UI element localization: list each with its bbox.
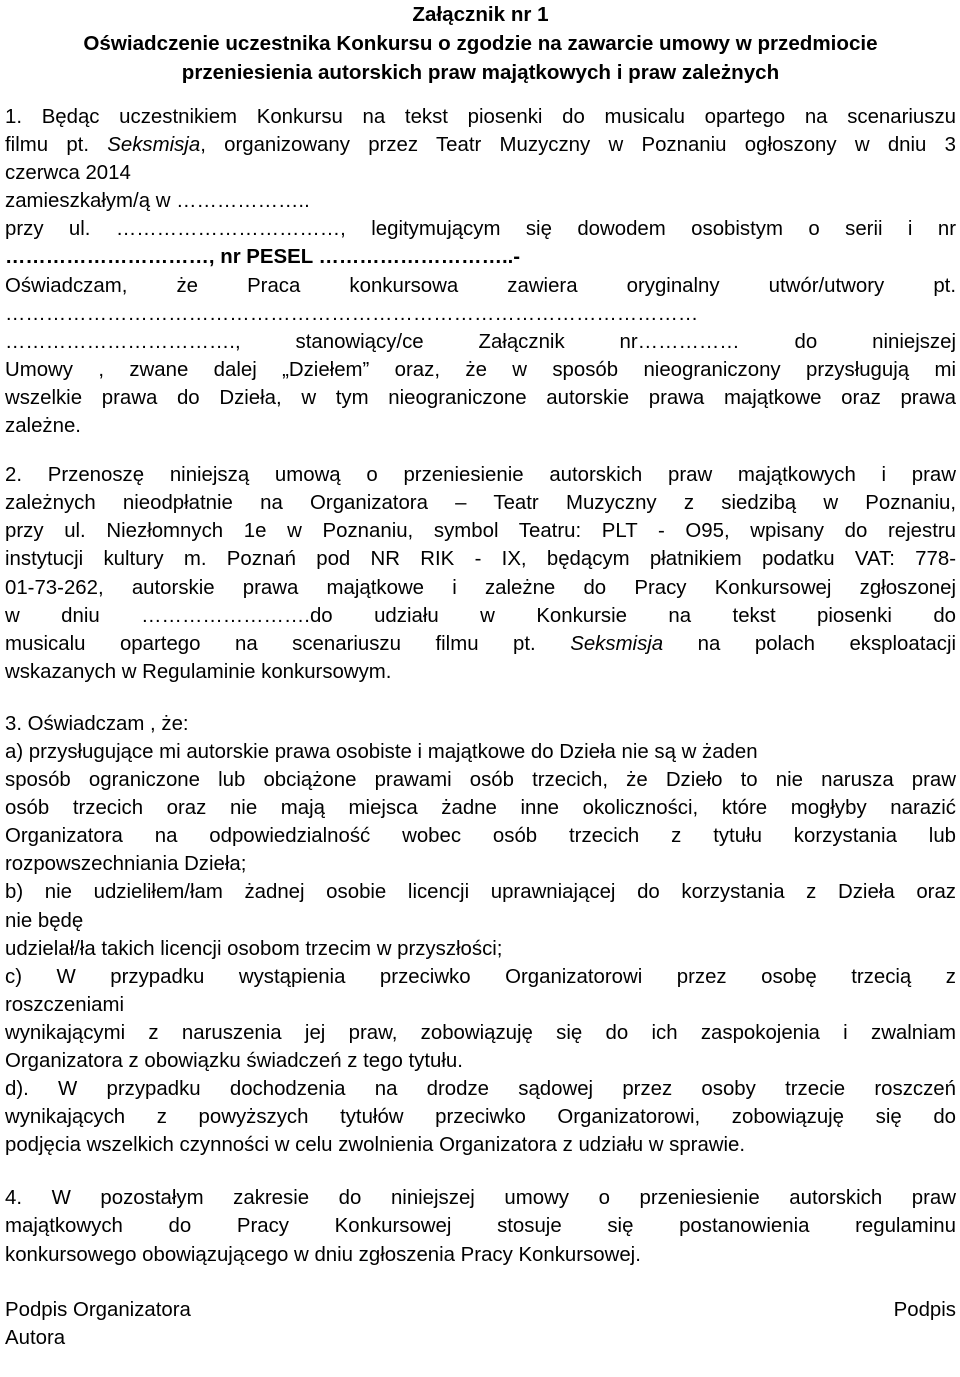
section-1-line [5, 131, 956, 159]
organizer-signature-label: Podpis Organizatora [5, 1298, 191, 1321]
section-2-line: wskazanych w Regulaminie konkursowym. [5, 660, 392, 683]
section-3-line: c) W przypadku wystąpienia przeciwko Organizatorowi przez osobę trzecią z [5, 965, 956, 988]
text-fragment: , organizowany przez Teatr Muzyczny w Poznaniu ogłoszony w dniu 3 [200, 134, 956, 157]
section-2-line [5, 630, 956, 658]
section-2-line: 2. Przenoszę niniejszą umową o przeniesienie autorskich praw majątkowych i praw [5, 464, 956, 487]
section-2-line: w dniu …………………….do udziału w Konkursie na tekst piosenki do [5, 604, 956, 627]
section-2-line: instytucji kultury m. Poznań pod NR RIK - IX, będącym płatnikiem podatku VAT: 778- [5, 548, 956, 571]
section-3-line: a) przysługujące mi autorskie prawa osobiste i majątkowe do Dzieła nie są w żaden [5, 740, 758, 763]
section-1-line: czerwca 2014 [5, 162, 131, 185]
section-4-line: konkursowego obowiązującego w dniu zgłoszenia Pracy Konkursowej. [5, 1243, 641, 1266]
section-1-line [5, 356, 956, 384]
section-3-line: Organizatora na odpowiedzialność wobec osób trzecich z tytułu korzystania lub [5, 825, 956, 848]
section-1-line: 1. Będąc uczestnikiem Konkursu na tekst piosenki do musicalu opartego na scenariuszu [5, 106, 956, 128]
section-2-line: przy ul. Niezłomnych 1e w Poznaniu, symbol Teatru: PLT - O95, wpisany do rejestru [5, 520, 956, 543]
declaration-title-line-2: przeniesienia autorskich praw majątkowych i praw zależnych [181, 61, 780, 84]
section-3-line: osób trzecich oraz nie mają miejsca żadne inne okoliczności, które mogłyby narazić [5, 797, 956, 820]
residence-field: zamieszkałym/ą w ……………….. [5, 190, 310, 213]
section-3-line: roszczeniami [5, 993, 124, 1016]
section-1-line: wszelkie prawa do Dzieła, w tym nieograniczone autorskie prawa majątkowe oraz prawa [5, 386, 956, 409]
section-3-line: wynikającymi z naruszenia jej praw, zobowiązuję się do ich zaspokojenia i zwalniam [5, 1021, 956, 1044]
attachment-number-field: ……………………………., stanowiący/ce Załącznik nr…………… do niniejszej [5, 330, 956, 353]
declaration-title-line-1: Oświadczenie uczestnika Konkursu o zgodzie na zawarcie umowy w przedmiocie [83, 32, 878, 55]
text-fragment: filmu pt. [5, 134, 108, 157]
text-fragment: Umowy , zwane dalej [5, 358, 283, 381]
pesel-field: …………………………, nr PESEL ………………………..- [5, 246, 521, 269]
section-3-line: d). W przypadku dochodzenia na drodze sądowej przez osoby trzecie roszczeń [5, 1078, 956, 1101]
section-2 [5, 461, 956, 686]
section-2-line: 01-73-262, autorskie prawa majątkowe i zależne do Pracy Konkursowej zgłoszonej [5, 576, 956, 599]
section-3-line: Organizatora z obowiązku świadczeń z tego tytułu. [5, 1050, 463, 1072]
author-signature-label-continued: Autora [5, 1326, 66, 1349]
section-3 [5, 710, 956, 1160]
street-id-field: przy ul. ……………………………, legitymującym się dowodem osobistym o serii i nr [5, 218, 956, 241]
section-3-line: 3. Oświadczam , że: [5, 712, 189, 735]
document-heading [5, 0, 956, 87]
section-2-line: zależnych nieodpłatnie na Organizatora – Teatr Muzyczny z siedzibą w Poznaniu, [5, 492, 956, 515]
work-title-blank: ………………………………………………………………………………………… [5, 302, 699, 325]
section-1 [5, 103, 956, 440]
text-fragment: ” oraz, że w sposób nieograniczony przysługują mi [362, 358, 956, 381]
section-4-line: 4. W pozostałym zakresie do niniejszej umowy o przeniesienie autorskich praw [5, 1187, 956, 1210]
section-3-line: sposób ograniczone lub obciążone prawami osób trzecich, że Dzieło to nie narusza praw [5, 769, 956, 792]
signature-block [5, 1296, 956, 1352]
section-3-line: wynikających z powyższych tytułów przeciwko Organizatorowi, zobowiązuję się do [5, 1106, 956, 1129]
section-3-line: rozpowszechniania Dzieła; [5, 853, 247, 876]
section-3-line: nie będę [5, 909, 84, 932]
section-3-line: b) nie udzieliłem/łam żadnej osobie licencji uprawniającej do korzystania z Dzieła oraz [5, 881, 956, 904]
attachment-title: Załącznik nr 1 [412, 3, 549, 26]
section-4 [5, 1184, 956, 1268]
author-signature-label: Podpis [893, 1298, 956, 1321]
section-1-line: zależne. [5, 415, 81, 438]
film-title: Seksmisja [107, 134, 201, 157]
section-3-line: udzielał/ła takich licencji osobom trzecim w przyszłości; [5, 937, 503, 960]
text-fragment: na polach eksploatacji [663, 632, 956, 655]
film-title: Seksmisja [570, 632, 664, 655]
section-1-line: Oświadczam, że Praca konkursowa zawiera oryginalny utwór/utwory pt. [5, 274, 956, 297]
text-fragment: „Dziełem [282, 358, 363, 381]
section-3-line: podjęcia wszelkich czynności w celu zwolnienia Organizatora z udziału w sprawie. [5, 1134, 746, 1157]
text-fragment: musicalu opartego na scenariuszu filmu pt. [5, 632, 571, 655]
section-4-line: majątkowych do Pracy Konkursowej stosuje się postanowienia regulaminu [5, 1215, 956, 1238]
